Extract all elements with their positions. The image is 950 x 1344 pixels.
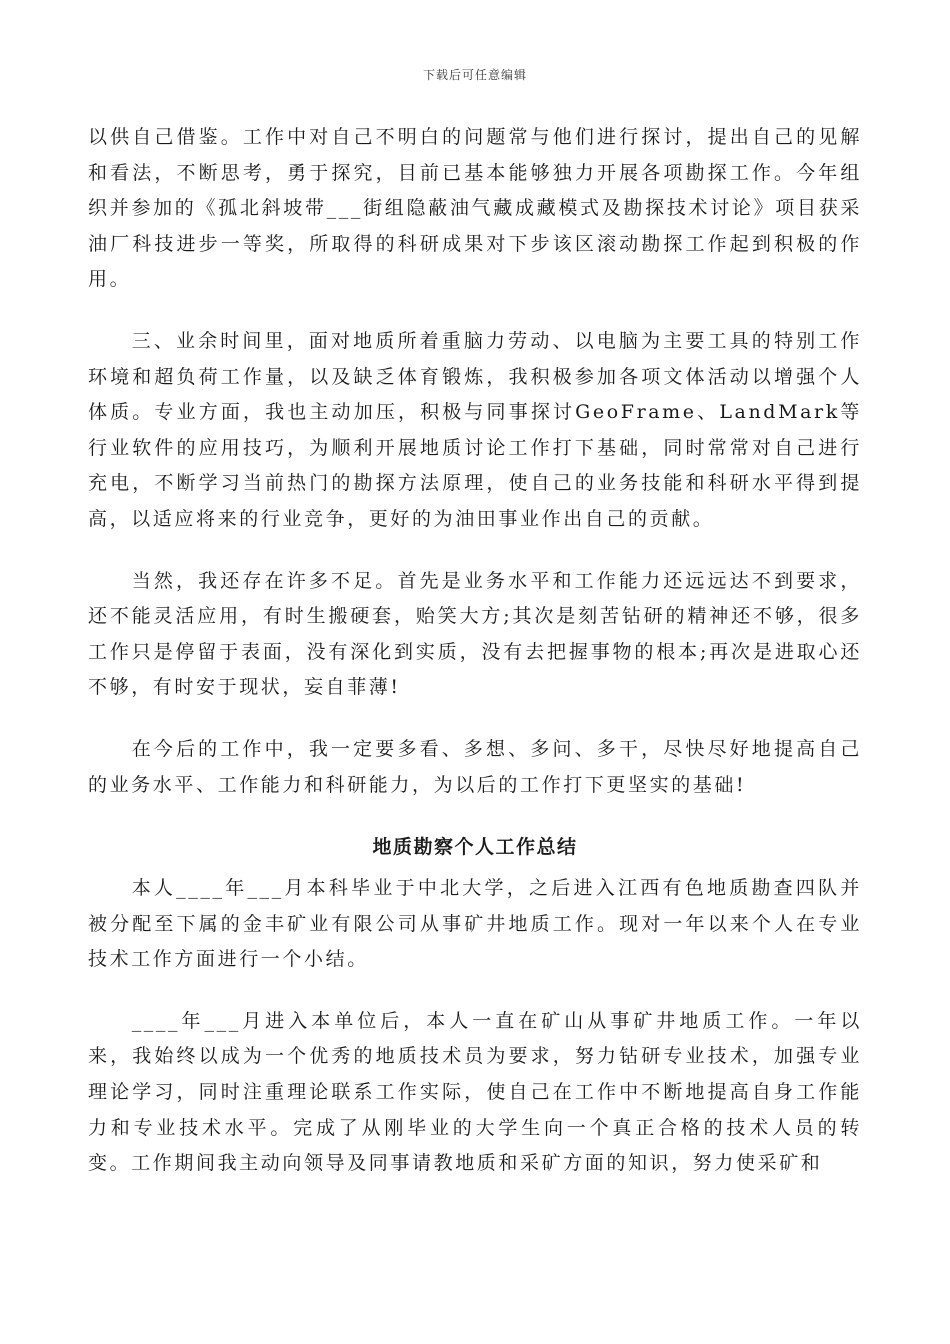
paragraph-work-experience: ____年___月进入本单位后，本人一直在矿山从事矿井地质工作。一年以来，我始终以成为一个优秀的地质技术员为要求，努力钻研专业技术，加强专业理论学习，同时注重理论联系工作实际，使自己在工作中不断地提高自身工作能力和专业技术水平。完成了从刚毕业的大学生向一个真正合格的技术人员的转变。工作期间我主动向领导及同事请教地质和采矿方面的知识，努力使采矿和: [88, 1009, 862, 1175]
paragraph-shortcomings: 当然，我还存在许多不足。首先是业务水平和工作能力还远远达不到要求，还不能灵活应用，有时生搬硬套，贻笑大方;其次是刻苦钻研的精神还不够，很多工作只是停留于表面，没有深化到实质，没有去把握事物的根本;再次是进取心还不够，有时安于现状，妄自菲薄!: [88, 569, 862, 699]
paragraph-introduction: 本人____年___月本科毕业于中北大学，之后进入江西有色地质勘查四队并被分配至下属的金丰矿业有限公司从事矿井地质工作。现对一年以来个人在专业技术工作方面进行一个小结。: [88, 877, 862, 971]
paragraph-continued: 以供自己借鉴。工作中对自己不明白的问题常与他们进行探讨，提出自己的见解和看法，不断思考，勇于探究，目前已基本能够独力开展各项勘探工作。今年组织并参加的《孤北斜坡带___街组隐蔽油气藏成藏模式及勘探技术讨论》项目获采油厂科技进步一等奖，所取得的科研成果对下步该区滚动勘探工作起到积极的作用。: [88, 126, 862, 291]
document-body: [88, 120, 862, 1182]
section-title: 地质勘察个人工作总结: [372, 836, 578, 859]
paragraph-future-work: 在今后的工作中，我一定要多看、多想、多问、多干，尽快尽好地提高自己的业务水平、工作能力和科研能力，为以后的工作打下更坚实的基础!: [88, 737, 862, 796]
paragraph-spare-time: 三、业余时间里，面对地质所着重脑力劳动、以电脑为主要工具的特别工作环境和超负荷工作量，以及缺乏体育锻炼，我积极参加各项文体活动以增强个人体质。专业方面，我也主动加压，积极与同事探讨GeoFrame、LandMark等行业软件的应用技巧，为顺利开展地质讨论工作打下基础，同时常常对自己进行充电，不断学习当前热门的勘探方法原理，使自己的业务技能和科研水平得到提高，以适应将来的行业竞争，更好的为油田事业作出自己的贡献。: [88, 329, 862, 530]
page-header-note: 下载后可任意编辑: [422, 68, 527, 82]
